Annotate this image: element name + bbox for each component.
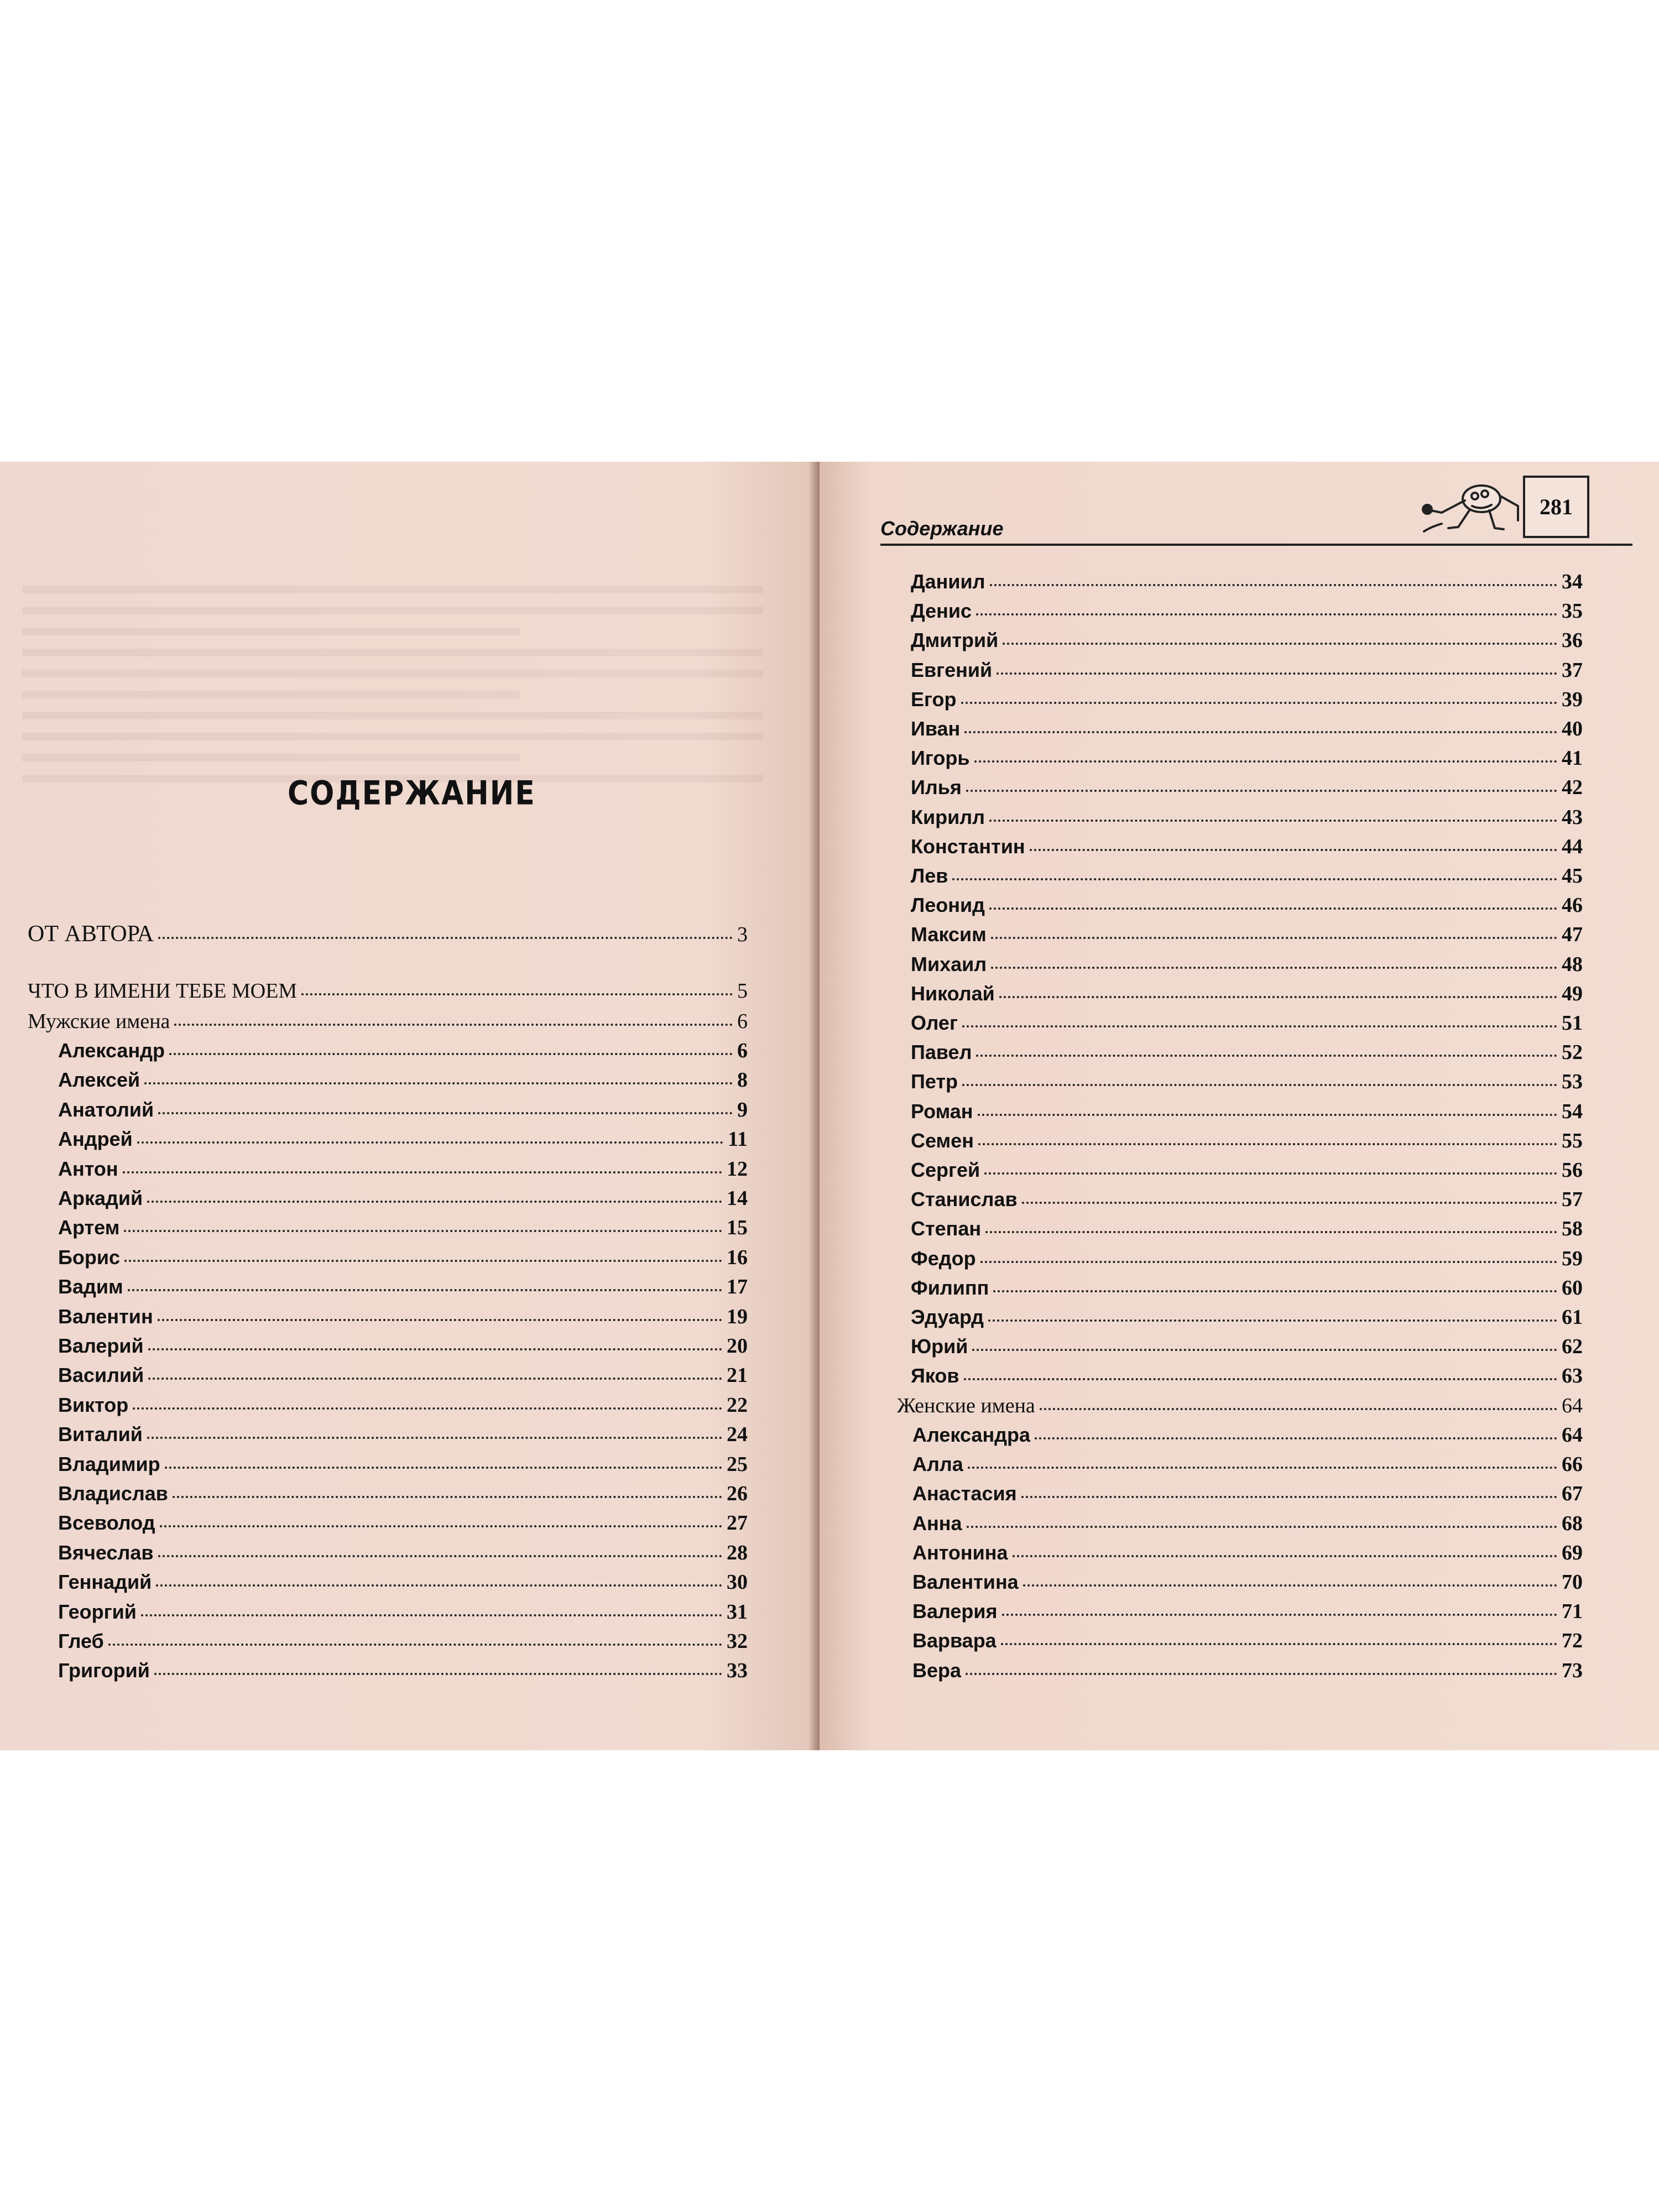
toc-page: 36 xyxy=(1562,629,1583,653)
toc-page: 46 xyxy=(1562,894,1583,917)
leader-dots xyxy=(133,1407,722,1410)
toc-label: Юрий xyxy=(911,1335,968,1358)
toc-page: 24 xyxy=(727,1423,748,1447)
leader-dots xyxy=(989,907,1557,910)
toc-entry xyxy=(58,1157,748,1185)
toc-label: Иван xyxy=(911,717,961,740)
toc-label: Григорий xyxy=(58,1659,150,1682)
leader-dots xyxy=(301,993,733,995)
toc-page: 35 xyxy=(1562,599,1583,623)
leader-dots xyxy=(964,731,1557,733)
toc-label: Валерий xyxy=(58,1334,144,1357)
toc-entry xyxy=(912,1570,1583,1598)
leader-dots xyxy=(967,1526,1557,1528)
leader-dots xyxy=(976,613,1557,615)
toc-entry xyxy=(911,1129,1583,1156)
toc-entry xyxy=(58,1511,748,1538)
toc-entry xyxy=(911,1276,1583,1303)
toc-label: Мужские имена xyxy=(28,1010,170,1033)
leader-dots xyxy=(978,1143,1557,1145)
toc-entry xyxy=(58,1541,748,1568)
toc-label: Евгений xyxy=(911,658,993,681)
toc-label: Борис xyxy=(58,1245,121,1269)
leader-dots xyxy=(160,1525,722,1527)
leader-dots xyxy=(961,702,1557,704)
leader-dots xyxy=(966,1673,1557,1675)
toc-entry xyxy=(58,1363,748,1391)
toc-page: 61 xyxy=(1562,1306,1583,1329)
toc-page: 9 xyxy=(737,1098,748,1121)
page-number-box: 281 xyxy=(1523,476,1589,538)
toc-page: 45 xyxy=(1562,864,1583,888)
toc-entry xyxy=(58,1215,748,1243)
toc-page: 30 xyxy=(727,1571,748,1594)
toc-label: Лев xyxy=(911,864,948,887)
toc-page: 6 xyxy=(737,1039,748,1062)
toc-label: Владимир xyxy=(58,1452,160,1475)
leader-dots xyxy=(123,1171,722,1173)
toc-entry xyxy=(58,1098,748,1125)
toc-label: Вячеслав xyxy=(58,1541,154,1564)
running-head: Содержание xyxy=(880,517,1004,540)
toc-label: Александра xyxy=(912,1423,1031,1446)
toc-page: 21 xyxy=(727,1364,748,1387)
toc-label: Николай xyxy=(911,982,995,1005)
leader-dots xyxy=(144,1082,733,1084)
toc-page: 5 xyxy=(737,979,748,1003)
toc-entry xyxy=(58,1305,748,1332)
toc-entry xyxy=(911,1334,1583,1362)
toc-page: 67 xyxy=(1562,1482,1583,1506)
leader-dots xyxy=(966,790,1557,792)
toc-entry xyxy=(911,1011,1583,1039)
leader-dots xyxy=(991,937,1557,939)
toc-label: Яков xyxy=(911,1364,959,1387)
leader-dots xyxy=(991,967,1557,969)
toc-page: 41 xyxy=(1562,747,1583,770)
toc-page: 66 xyxy=(1562,1453,1583,1477)
toc-page: 53 xyxy=(1562,1070,1583,1094)
toc-entry xyxy=(911,982,1583,1009)
toc-label: Георгий xyxy=(58,1600,137,1623)
leader-dots xyxy=(158,1319,722,1321)
toc-entry xyxy=(58,1245,748,1273)
toc-label: Сергей xyxy=(911,1159,980,1181)
toc-entry xyxy=(911,922,1583,950)
toc-entry xyxy=(912,1511,1583,1539)
toc-label: Антонина xyxy=(912,1541,1008,1564)
toc-page: 8 xyxy=(737,1068,748,1092)
toc-page: 20 xyxy=(727,1334,748,1358)
toc-page: 16 xyxy=(727,1245,748,1269)
leader-dots xyxy=(158,1555,723,1557)
toc-entry xyxy=(911,1305,1583,1333)
left-page xyxy=(0,462,820,1750)
leader-dots xyxy=(1022,1202,1557,1204)
toc-page: 33 xyxy=(727,1659,748,1683)
toc-label: Варвара xyxy=(912,1629,997,1652)
leader-dots xyxy=(1030,849,1557,851)
toc-label: Петр xyxy=(911,1070,958,1093)
toc-label: Владислав xyxy=(58,1482,168,1505)
toc-label: Роман xyxy=(911,1099,973,1123)
leader-dots xyxy=(1001,1643,1557,1645)
leader-dots xyxy=(173,1496,722,1498)
toc-page: 69 xyxy=(1562,1541,1583,1564)
toc-section-female-names xyxy=(897,1394,1583,1421)
toc-entry xyxy=(58,1600,748,1627)
toc-entry xyxy=(911,1158,1583,1186)
toc-page: 68 xyxy=(1562,1511,1583,1535)
toc-label: Анастасия xyxy=(912,1482,1017,1505)
leader-dots xyxy=(1040,1408,1557,1410)
leader-dots xyxy=(962,1025,1557,1027)
toc-page: 44 xyxy=(1562,834,1583,858)
leader-dots xyxy=(169,1053,733,1055)
leader-dots xyxy=(993,1290,1557,1292)
toc-entry xyxy=(911,570,1583,597)
leader-dots xyxy=(1013,1555,1557,1557)
toc-page: 37 xyxy=(1562,658,1583,682)
toc-entry xyxy=(58,1334,748,1361)
toc-label: Леонид xyxy=(911,894,985,917)
toc-page: 43 xyxy=(1562,805,1583,829)
toc-page: 28 xyxy=(727,1541,748,1564)
toc-page: 40 xyxy=(1562,717,1583,740)
toc-label: Аркадий xyxy=(58,1187,143,1209)
toc-label: Даниил xyxy=(911,570,985,593)
toc-page: 64 xyxy=(1562,1423,1583,1447)
toc-entry xyxy=(911,775,1583,803)
toc-entry xyxy=(58,1127,748,1155)
toc-page: 34 xyxy=(1562,570,1583,593)
toc-label: Олег xyxy=(911,1011,958,1034)
toc-entry xyxy=(911,658,1583,686)
toc-entry xyxy=(911,1070,1583,1097)
toc-entry xyxy=(58,1629,748,1657)
toc-entry xyxy=(911,1217,1583,1244)
toc-page: 59 xyxy=(1562,1246,1583,1270)
leader-dots xyxy=(968,1467,1557,1469)
leader-dots xyxy=(952,878,1557,880)
leader-dots xyxy=(962,1084,1557,1086)
toc-entry xyxy=(911,717,1583,744)
toc-entry xyxy=(912,1599,1583,1627)
toc-label: Анна xyxy=(912,1511,962,1535)
toc-page: 70 xyxy=(1562,1571,1583,1594)
toc-label: Максим xyxy=(911,923,987,946)
toc-entry xyxy=(58,1039,748,1066)
leader-dots xyxy=(148,1348,722,1350)
leader-dots xyxy=(137,1141,723,1144)
toc-entry xyxy=(58,1275,748,1302)
toc-page: 56 xyxy=(1562,1159,1583,1182)
toc-label: Алла xyxy=(912,1453,963,1476)
toc-page: 27 xyxy=(727,1511,748,1535)
toc-entry xyxy=(912,1481,1583,1509)
toc-entry xyxy=(58,1068,748,1095)
leader-dots xyxy=(976,1055,1557,1057)
toc-label: Женские имена xyxy=(897,1394,1035,1417)
toc-entry xyxy=(911,864,1583,891)
leader-dots xyxy=(158,937,733,939)
toc-entry xyxy=(912,1423,1583,1451)
toc-entry xyxy=(58,1393,748,1421)
leader-dots xyxy=(1035,1437,1557,1439)
leader-dots xyxy=(984,1172,1557,1175)
toc-entry xyxy=(911,805,1583,833)
toc-entry xyxy=(911,1246,1583,1274)
leader-dots xyxy=(174,1024,733,1026)
toc-label: Константин xyxy=(911,834,1025,858)
toc-page: 72 xyxy=(1562,1629,1583,1653)
toc-page: 15 xyxy=(727,1216,748,1240)
contents-title: СОДЕРЖАНИЕ xyxy=(288,774,536,813)
toc-page: 14 xyxy=(727,1187,748,1210)
leader-dots xyxy=(980,1261,1557,1263)
toc-entry xyxy=(911,1099,1583,1127)
leader-dots xyxy=(978,1114,1557,1116)
leader-dots xyxy=(148,1378,722,1380)
leader-dots xyxy=(147,1437,722,1439)
toc-page: 25 xyxy=(727,1452,748,1476)
toc-label: Виктор xyxy=(58,1393,129,1416)
toc-label: Семен xyxy=(911,1129,974,1152)
toc-page: 26 xyxy=(727,1482,748,1505)
leader-dots xyxy=(1021,1496,1557,1498)
toc-page: 54 xyxy=(1562,1099,1583,1123)
toc-label: Вадим xyxy=(58,1275,123,1298)
toc-entry xyxy=(58,1658,748,1686)
toc-label: Алексей xyxy=(58,1068,140,1092)
toc-entry xyxy=(58,1570,748,1598)
show-through-line xyxy=(22,733,763,740)
toc-page: 31 xyxy=(727,1600,748,1624)
toc-page: 55 xyxy=(1562,1129,1583,1152)
toc-entry xyxy=(58,1481,748,1509)
toc-page: 39 xyxy=(1562,687,1583,711)
toc-label: Валентина xyxy=(912,1571,1019,1593)
show-through-line xyxy=(22,670,763,677)
toc-label: Денис xyxy=(911,599,972,623)
toc-label: Виталий xyxy=(58,1423,143,1446)
leader-dots xyxy=(988,1319,1557,1322)
toc-page: 3 xyxy=(737,923,748,946)
leader-dots xyxy=(999,996,1557,998)
leader-dots xyxy=(124,1260,722,1262)
toc-entry xyxy=(912,1629,1583,1656)
toc-page: 62 xyxy=(1562,1335,1583,1359)
toc-entry xyxy=(911,687,1583,715)
toc-entry xyxy=(911,628,1583,656)
toc-entry xyxy=(911,952,1583,980)
toc-label: Валерия xyxy=(912,1600,998,1623)
toc-label: Антон xyxy=(58,1157,118,1180)
toc-label: Александр xyxy=(58,1039,165,1062)
toc-label: Всеволод xyxy=(58,1511,155,1535)
show-through-line xyxy=(22,628,520,635)
toc-label: Филипп xyxy=(911,1276,989,1299)
leader-dots xyxy=(974,760,1557,763)
toc-page: 63 xyxy=(1562,1364,1583,1388)
leader-dots xyxy=(147,1201,722,1203)
toc-page: 17 xyxy=(727,1275,748,1299)
leader-dots xyxy=(990,584,1557,586)
toc-page: 47 xyxy=(1562,923,1583,947)
toc-label: Анатолий xyxy=(58,1098,154,1121)
leader-dots xyxy=(989,820,1557,822)
toc-entry xyxy=(911,746,1583,774)
toc-label: Павел xyxy=(911,1041,972,1064)
toc-page: 64 xyxy=(1562,1394,1583,1417)
toc-label: Илья xyxy=(911,776,962,799)
toc-page: 49 xyxy=(1562,982,1583,1005)
toc-entry xyxy=(58,1452,748,1480)
show-through-line xyxy=(22,691,520,698)
toc-page: 60 xyxy=(1562,1276,1583,1300)
toc-page: 73 xyxy=(1562,1658,1583,1682)
toc-entry xyxy=(912,1452,1583,1480)
leader-dots xyxy=(141,1614,722,1616)
show-through-text xyxy=(22,572,774,796)
leader-dots xyxy=(154,1673,722,1675)
toc-entry xyxy=(911,1187,1583,1215)
toc-label: Артем xyxy=(58,1216,120,1239)
toc-entry xyxy=(911,599,1583,627)
leader-dots xyxy=(997,672,1557,675)
toc-page: 6 xyxy=(737,1010,748,1033)
toc-label: Глеб xyxy=(58,1630,104,1652)
toc-entry xyxy=(912,1658,1583,1686)
toc-page: 57 xyxy=(1562,1188,1583,1212)
leader-dots xyxy=(108,1644,722,1646)
toc-label: Дмитрий xyxy=(911,629,999,652)
toc-label: Василий xyxy=(58,1364,144,1387)
toc-page: 22 xyxy=(727,1393,748,1417)
toc-label: Эдуард xyxy=(911,1306,984,1328)
toc-label: Кирилл xyxy=(911,805,985,828)
toc-label: Егор xyxy=(911,687,957,711)
leader-dots xyxy=(156,1584,722,1587)
leader-dots xyxy=(158,1112,733,1114)
toc-page: 71 xyxy=(1562,1600,1583,1624)
toc-label: Валентин xyxy=(58,1305,153,1328)
toc-label: Михаил xyxy=(911,952,987,975)
toc-label: Степан xyxy=(911,1217,982,1240)
toc-page: 51 xyxy=(1562,1011,1583,1035)
toc-page: 52 xyxy=(1562,1041,1583,1065)
toc-entry xyxy=(912,1541,1583,1568)
leader-dots xyxy=(165,1467,722,1469)
show-through-line xyxy=(22,754,520,761)
toc-page: 19 xyxy=(727,1305,748,1328)
toc-entry-from-author xyxy=(28,921,748,948)
toc-entry xyxy=(58,1422,748,1450)
leader-dots xyxy=(124,1230,722,1232)
toc-page: 58 xyxy=(1562,1217,1583,1241)
show-through-line xyxy=(22,586,763,593)
book-spread xyxy=(0,462,1659,1750)
toc-page: 48 xyxy=(1562,952,1583,976)
toc-label: Станислав xyxy=(911,1188,1018,1211)
header-rule xyxy=(880,544,1632,546)
toc-entry xyxy=(58,1186,748,1214)
leader-dots xyxy=(964,1378,1557,1380)
leader-dots xyxy=(1023,1584,1557,1587)
show-through-line xyxy=(22,607,763,614)
toc-label: Андрей xyxy=(58,1128,133,1151)
mascot-illustration xyxy=(1420,474,1525,540)
leader-dots xyxy=(972,1349,1557,1351)
toc-page: 42 xyxy=(1562,776,1583,800)
toc-page: 32 xyxy=(727,1630,748,1653)
toc-page: 11 xyxy=(728,1128,748,1151)
toc-entry xyxy=(911,893,1583,921)
right-page xyxy=(820,462,1659,1750)
leader-dots xyxy=(1002,1614,1557,1616)
toc-label: Геннадий xyxy=(58,1571,152,1594)
toc-page: 12 xyxy=(727,1157,748,1181)
toc-entry xyxy=(911,1040,1583,1068)
toc-label: Игорь xyxy=(911,747,970,770)
leader-dots xyxy=(128,1289,722,1291)
toc-section-male-names xyxy=(28,1009,748,1037)
toc-label: Федор xyxy=(911,1246,976,1270)
toc-entry-what-in-name xyxy=(28,979,748,1006)
toc-entry xyxy=(911,1364,1583,1391)
toc-label: ЧТО В ИМЕНИ ТЕБЕ МОЕМ xyxy=(28,979,298,1003)
leader-dots xyxy=(985,1231,1557,1233)
show-through-line xyxy=(22,712,763,719)
toc-label: Вера xyxy=(912,1658,962,1682)
toc-entry xyxy=(911,834,1583,862)
leader-dots xyxy=(1003,643,1557,645)
toc-label: ОТ АВТОРА xyxy=(28,921,154,947)
show-through-line xyxy=(22,649,763,656)
